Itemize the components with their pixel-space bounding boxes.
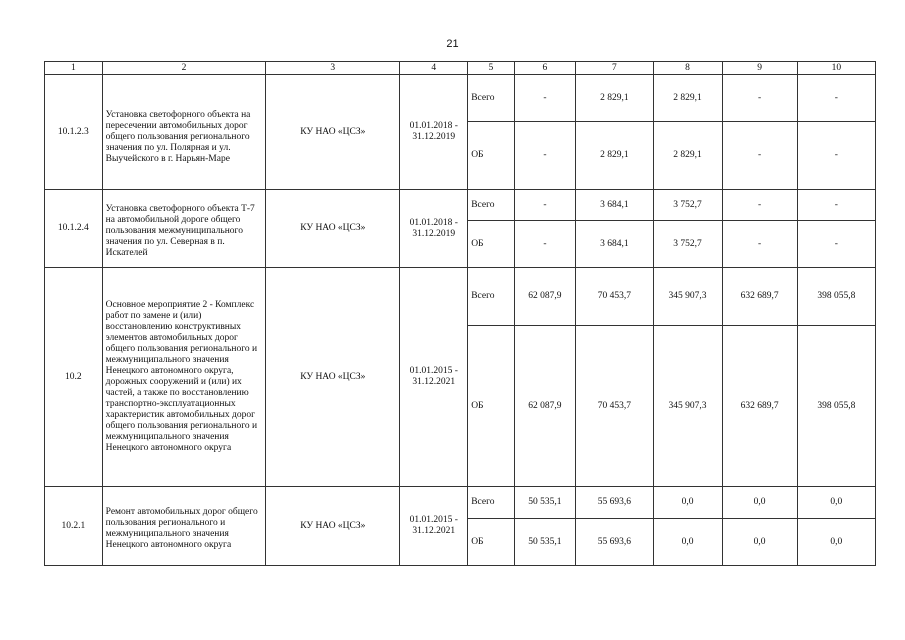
value-cell: 0,0 — [722, 519, 797, 566]
value-cell: - — [722, 221, 797, 268]
value-cell: - — [514, 122, 576, 190]
row-source: Всего — [468, 268, 514, 326]
row-period: 01.01.2015 - 31.12.2021 — [400, 268, 468, 487]
value-cell: 3 684,1 — [576, 190, 653, 221]
value-cell: 50 535,1 — [514, 487, 576, 519]
value-cell: 62 087,9 — [514, 268, 576, 326]
table-row — [45, 75, 876, 122]
header-cell-8: 8 — [653, 62, 722, 75]
header-cell-3: 3 — [266, 62, 400, 75]
value-cell: - — [722, 122, 797, 190]
header-cell-9: 9 — [722, 62, 797, 75]
value-cell: 345 907,3 — [653, 326, 722, 487]
value-cell: 70 453,7 — [576, 326, 653, 487]
header-cell-1: 1 — [45, 62, 103, 75]
row-description: Основное мероприятие 2 - Комплекс работ по замене и (или) восстановлению конструктивных элементов автомобильных дорог общего пользования регионального и межмуниципального значения Ненецкого автономного округа, дорожных сооружений и (или) их частей, а также по восстановлению транспортно-эксплуатационных характеристик автомобильных дорог общего пользования регионального и межмуниципального значения Ненецкого автономного округа — [102, 268, 266, 487]
row-description: Ремонт автомобильных дорог общего пользования регионального и межмуниципального значения Ненецкого автономного округа — [102, 487, 266, 566]
value-cell: 55 693,6 — [576, 487, 653, 519]
header-cell-2: 2 — [102, 62, 266, 75]
value-cell: 3 684,1 — [576, 221, 653, 268]
program-table — [44, 61, 876, 566]
row-period: 01.01.2015 - 31.12.2021 — [400, 487, 468, 566]
value-cell: - — [722, 75, 797, 122]
row-executor: КУ НАО «ЦСЗ» — [266, 190, 400, 268]
table-row — [45, 190, 876, 221]
row-code: 10.1.2.4 — [45, 190, 103, 268]
row-period: 01.01.2018 - 31.12.2019 — [400, 190, 468, 268]
value-cell: 2 829,1 — [653, 75, 722, 122]
page-number: 21 — [446, 38, 459, 50]
header-cell-5: 5 — [468, 62, 514, 75]
row-executor: КУ НАО «ЦСЗ» — [266, 487, 400, 566]
header-cell-4: 4 — [400, 62, 468, 75]
row-description: Установка светофорного объекта на пересечении автомобильных дорог общего пользования регионального значения по ул. Полярная и ул. Выучейского в г. Нарьян-Маре — [102, 75, 266, 190]
row-period: 01.01.2018 - 31.12.2019 — [400, 75, 468, 190]
header-cell-10: 10 — [797, 62, 875, 75]
value-cell: - — [797, 190, 875, 221]
row-source: Всего — [468, 487, 514, 519]
row-code: 10.2.1 — [45, 487, 103, 566]
value-cell: 2 829,1 — [653, 122, 722, 190]
value-cell: 50 535,1 — [514, 519, 576, 566]
value-cell: 3 752,7 — [653, 221, 722, 268]
value-cell: 0,0 — [653, 487, 722, 519]
value-cell: 70 453,7 — [576, 268, 653, 326]
value-cell: - — [514, 190, 576, 221]
value-cell: - — [722, 190, 797, 221]
row-executor: КУ НАО «ЦСЗ» — [266, 268, 400, 487]
row-source: ОБ — [468, 519, 514, 566]
value-cell: 398 055,8 — [797, 326, 875, 487]
row-source: ОБ — [468, 221, 514, 268]
value-cell: 3 752,7 — [653, 190, 722, 221]
value-cell: - — [797, 75, 875, 122]
value-cell: - — [797, 122, 875, 190]
row-code: 10.1.2.3 — [45, 75, 103, 190]
value-cell: 632 689,7 — [722, 268, 797, 326]
value-cell: - — [514, 75, 576, 122]
table-row — [45, 487, 876, 519]
value-cell: 0,0 — [797, 519, 875, 566]
row-source: Всего — [468, 75, 514, 122]
row-executor: КУ НАО «ЦСЗ» — [266, 75, 400, 190]
value-cell: 2 829,1 — [576, 122, 653, 190]
value-cell: 0,0 — [722, 487, 797, 519]
value-cell: 345 907,3 — [653, 268, 722, 326]
value-cell: 2 829,1 — [576, 75, 653, 122]
row-source: Всего — [468, 190, 514, 221]
row-code: 10.2 — [45, 268, 103, 487]
value-cell: 62 087,9 — [514, 326, 576, 487]
value-cell: 632 689,7 — [722, 326, 797, 487]
table-row — [45, 268, 876, 326]
row-source: ОБ — [468, 326, 514, 487]
value-cell: 0,0 — [653, 519, 722, 566]
value-cell: 55 693,6 — [576, 519, 653, 566]
value-cell: 0,0 — [797, 487, 875, 519]
header-row — [45, 62, 876, 75]
row-source: ОБ — [468, 122, 514, 190]
value-cell: - — [514, 221, 576, 268]
header-cell-7: 7 — [576, 62, 653, 75]
value-cell: 398 055,8 — [797, 268, 875, 326]
row-description: Установка светофорного объекта Т-7 на автомобильной дороге общего пользования межмуниципального значения по ул. Северная в п. Искателей — [102, 190, 266, 268]
header-cell-6: 6 — [514, 62, 576, 75]
value-cell: - — [797, 221, 875, 268]
